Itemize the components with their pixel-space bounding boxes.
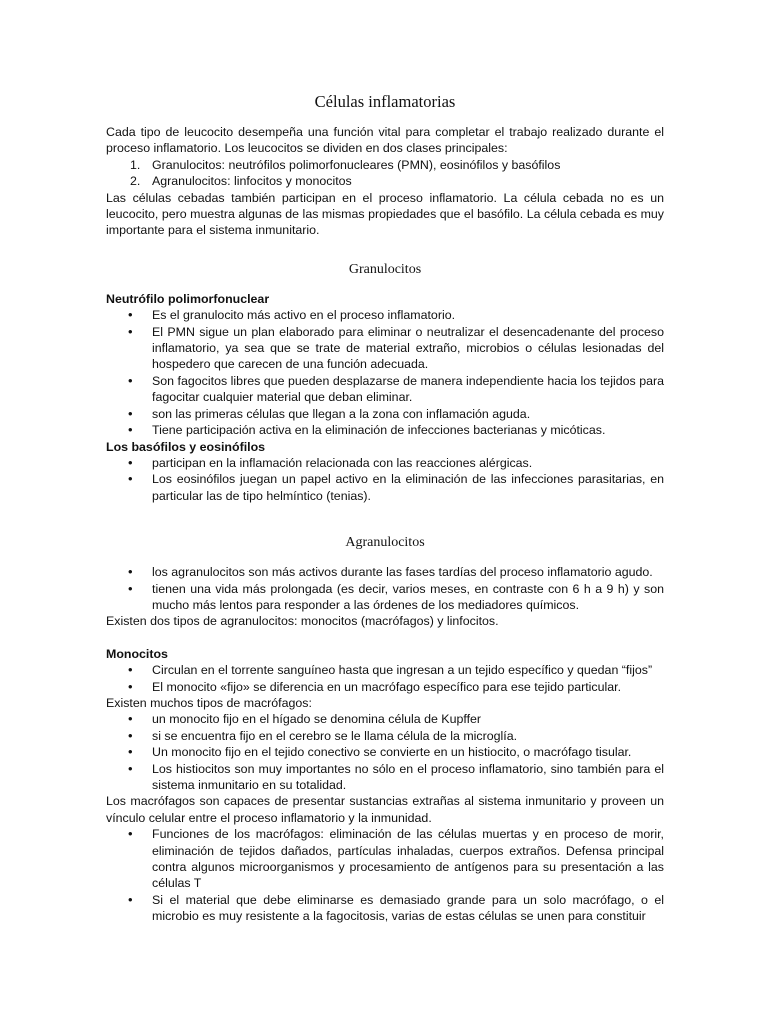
list-item [130,173,664,189]
list-item: • Si el material que debe eliminarse es demasiado grande para un solo macrófago, o el microbio es muy resistente a la fagocitosis, varias de estas células se unen para constituir [152,892,664,925]
list-item: • Circulan en el torrente sanguíneo hasta que ingresan a un tejido específico y quedan “fijos” [152,662,664,678]
monocitos-bullet-list [106,662,664,695]
list-item: • El PMN sigue un plan elaborado para eliminar o neutralizar el desencadenante del proceso inflamatorio, ya sea que se trate de material extraño, microbios o células lesionadas del hospedero que carecen de una función adecuada. [152,324,664,373]
list-item: • son las primeras células que llegan a la zona con inflamación aguda. [152,406,664,422]
list-item [130,157,664,173]
list-item-text: Agranulocitos: linfocitos y monocitos [152,174,352,189]
list-item: • Los eosinófilos juegan un papel activo en la eliminación de las infecciones parasitarias, en particular las de tipo helmíntico (tenias). [152,471,664,504]
agranulocitos-bullet-list [106,564,664,613]
list-marker: 1. [130,157,141,172]
section-heading-granulocitos: Granulocitos [348,261,422,277]
section-heading-agranulocitos: Agranulocitos [345,535,425,551]
list-item: • Un monocito fijo en el tejido conectivo se convierte en un histiocito, o macrófago tisular. [152,744,664,760]
list-item: • El monocito «fijo» se diferencia en un macrófago específico para ese tejido particular. [152,679,664,695]
list-item-text: Granulocitos: neutrófilos polimorfonucleares (PMN), eosinófilos y basófilos [152,157,561,172]
intro-numbered-list [106,157,664,190]
subheading-monocitos: Monocitos [106,646,168,661]
list-item: • un monocito fijo en el hígado se denomina célula de Kupffer [152,711,664,727]
list-marker: 2. [130,174,141,189]
list-item: • Funciones de los macrófagos: eliminación de las células muertas y en proceso de morir, eliminación de tejidos dañados, partículas inhaladas, cuerpos extraños. Defensa principal contra algunos microorganismos y procesamiento de antígenos para su presentación a las células T [152,826,664,892]
list-item: • tienen una vida más prolongada (es decir, varios meses, en contraste con 6 h a 9 h) y son mucho más lentos para responder a las órdenes de los mediadores químicos. [152,581,664,614]
list-item: • Los histiocitos son muy importantes no sólo en el proceso inflamatorio, sino también para el sistema inmunitario en su totalidad. [152,761,664,794]
neutrofilo-bullet-list [106,307,664,438]
subheading-neutrofilo: Neutrófilo polimorfonuclear [106,291,270,306]
list-item: • los agranulocitos son más activos durante las fases tardías del proceso inflamatorio agudo. [152,564,664,580]
macrofagos-paragraph: Los macrófagos son capaces de presentar sustancias extrañas al sistema inmunitario y proveen un vínculo celular entre el proceso inflamatorio y la inmunidad. [106,794,664,825]
subheading-basofilos: Los basófilos y eosinófilos [106,439,266,454]
macrofagos-bullet-list [106,711,664,793]
list-item: • si se encuentra fijo en el cerebro se le llama célula de la microglía. [152,728,664,744]
list-item: • participan en la inflamación relacionada con las reacciones alérgicas. [152,455,664,471]
intro-paragraph: Cada tipo de leucocito desempeña una función vital para completar el trabajo realizado durante el proceso inflamatorio. Los leucocitos se dividen en dos clases principales: [106,125,664,156]
basofilos-bullet-list [106,455,664,504]
list-item: • Son fagocitos libres que pueden desplazarse de manera independiente hacia los tejidos para fagocitar cualquier material que deban eliminar. [152,373,664,406]
intro-paragraph-2: Las células cebadas también participan en el proceso inflamatorio. La célula cebada no es un leucocito, pero muestra algunas de las mismas propiedades que el basófilo. La célula cebada es muy importante para el sistema inmunitario. [106,190,664,238]
agranulocitos-paragraph: Existen dos tipos de agranulocitos: monocitos (macrófagos) y linfocitos. [106,614,499,629]
page-title: Células inflamatorias [314,92,456,111]
list-item: • Tiene participación activa en la eliminación de infecciones bacterianas y micóticas. [152,422,664,438]
funciones-bullet-list [106,826,664,924]
macrofagos-intro-paragraph: Existen muchos tipos de macrófagos: [106,695,312,710]
list-item: • Es el granulocito más activo en el proceso inflamatorio. [152,307,664,323]
